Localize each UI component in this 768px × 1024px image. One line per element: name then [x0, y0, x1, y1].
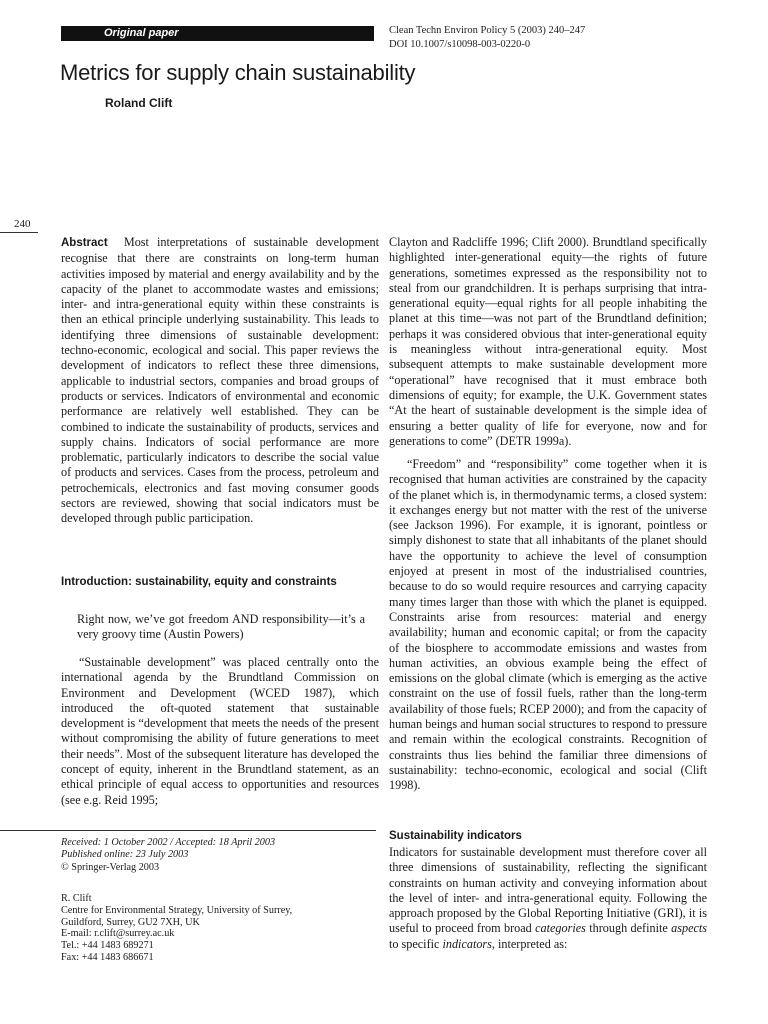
page-number: 240 [14, 218, 31, 230]
abstract-text: Most interpretations of sustainable development recognise that there are constraints on long-term human activities imposed by material and energy availability and by the capacity of the planet to accommodate wastes and emissions; inter- and intra-generational equity within these constraints is then an ethical principle underlying sustainability. This leads to identifying three dimensions of sustainable development: techno-economic, ecological and social. This paper reviews the development of indicators to reflect these three dimensions, applicable to industrial sectors, companies and broad groups of products or services. Indicators of environmental and economic performance are relatively well established. They can be combined to indicate the sustainability of products, services and supply chains. Indicators of social performance are more problematic, particularly indicators to describe the social value of products and services. Cases from the process, petroleum and petrochemicals, electronics and fast moving consumer goods sectors are reviewed, showing that social indicators must be developed through public participation. [61, 235, 379, 526]
section-heading-introduction: Introduction: sustainability, equity and constraints [61, 576, 337, 588]
intro-paragraph [61, 655, 379, 808]
published-online-date: Published online: 23 July 2003 [61, 849, 189, 861]
email[interactable]: E-mail: r.clift@surrey.ac.uk [61, 928, 175, 940]
article-type-badge: Original paper [61, 26, 374, 41]
epigraph-text: Right now, we’ve got freedom AND responsibility—it’s a very groovy time (Austin Powers) [77, 612, 365, 642]
doi[interactable]: DOI 10.1007/s10098-003-0220-0 [389, 39, 531, 50]
intro-paragraph-1: “Sustainable development” was placed centrally onto the international agenda by the Brundtland Commission on Environment and Development (WCED 1987), which introduced the oft-quoted statement that sustainable development is “development that meets the needs of the present without compromising the ability of future generations to meet their needs”. Most of the subsequent literature has developed the concept of equity, inherent in the Brundtland statement, as an ethical principle of equal access to opportunities and resources (see e.g. Reid 1995; [61, 655, 379, 807]
intro-paragraph-1-cont: Clayton and Radcliffe 1996; Clift 2000). Brundtland specifically highlighted inter-generational equity—the rights of future generations, sometimes expressed as the responsibility not to steal from our grandchildren. It is perhaps surprising that intra-generational equity—equal rights for all people inhabiting the planet at this time—was not part of the Brundtland definition; perhaps it was considered obvious that inter-generational equity is meaningless without intra-generational equity. Most subsequent attempts to make sustainable development more “operational” have recognised that it must embrace both dimensions of equity; for example, the U.K. Government states “At the heart of sustainable development is the simple idea of ensuring a better quality of life for everyone, now and for generations to come” (DETR 1999a). [389, 235, 707, 448]
received-accepted-dates: Received: 1 October 2002 / Accepted: 18 April 2003 [61, 837, 276, 848]
footnote-rule [0, 830, 376, 831]
sust-text-2: through definite [589, 921, 668, 936]
journal-citation: Clean Techn Environ Policy 5 (2003) 240–247 [389, 25, 586, 36]
intro-paragraph-2-block [389, 457, 707, 794]
sust-text-3: to specific [389, 936, 440, 951]
copyright: © Springer-Verlag 2003 [61, 862, 160, 873]
abstract-label: Abstract [61, 237, 108, 249]
abstract [61, 235, 379, 527]
address-line: R. Clift [61, 893, 92, 904]
page-number-rule [0, 232, 38, 233]
author-name: Roland Clift [105, 96, 173, 110]
address-line: Guildford, Surrey, GU2 7XH, UK [61, 916, 200, 928]
address-line: Centre for Environmental Strategy, University of Surrey, [61, 904, 293, 916]
sust-text-4: , interpreted as: [491, 936, 568, 951]
sust-emphasis-aspects: aspects [671, 921, 708, 936]
author-address [61, 893, 292, 964]
intro-paragraph-continued [389, 235, 707, 449]
sust-text-1: Indicators for sustainable development must therefore cover all three dimensions of sustainability, reflecting the significant constraints on human activity and conveying information about the level of inter- and intra-generational equity. Following the approach proposed by the Global Reporting Initiative (GRI), it is useful to proceed from broad [389, 845, 707, 936]
sustainability-paragraph [389, 845, 707, 952]
article-dates [61, 837, 275, 862]
epigraph [77, 612, 365, 643]
fax: Fax: +44 1483 686671 [61, 951, 154, 963]
sust-emphasis-indicators: indicators [442, 936, 492, 951]
intro-paragraph-2: “Freedom” and “responsibility” come together when it is recognised that human activities are constrained by the capacity of the planet which is, in thermodynamic terms, a closed system: it exchanges energy but not matter with the rest of the universe (see Jackson 1996). For example, it is ignorant, pointless or simply dishonest to state that all inhabitants of the planet should have the opportunity to achieve the level of consumption enjoyed at present in most of the industrialised countries, because to do so would require resources and carrying capacity many times larger than those with which the planet is equipped. Constraints arise from resources: material and energy availability; human and economic capital; or from the capacity of the biosphere to accommodate emissions and wastes from human activities, an obvious example being the effect of emissions on the global climate (which is emerging as the active constraint on the use of fossil fuels, rather than the long-term availability of those fuels; RCEP 2000); and from the capacity of human beings and human social structures to respond to pressure and remain within the ecological constraints. Recognition of constraints thus lies behind the familiar three dimensions of sustainability: techno-economic, ecological and social (Clift 1998). [389, 457, 707, 793]
section-heading-sustainability-indicators: Sustainability indicators [389, 830, 522, 842]
paper-title: Metrics for supply chain sustainability [60, 60, 416, 85]
telephone: Tel.: +44 1483 689271 [61, 940, 154, 952]
sust-emphasis-categories: categories [535, 921, 586, 936]
journal-info [389, 24, 585, 52]
